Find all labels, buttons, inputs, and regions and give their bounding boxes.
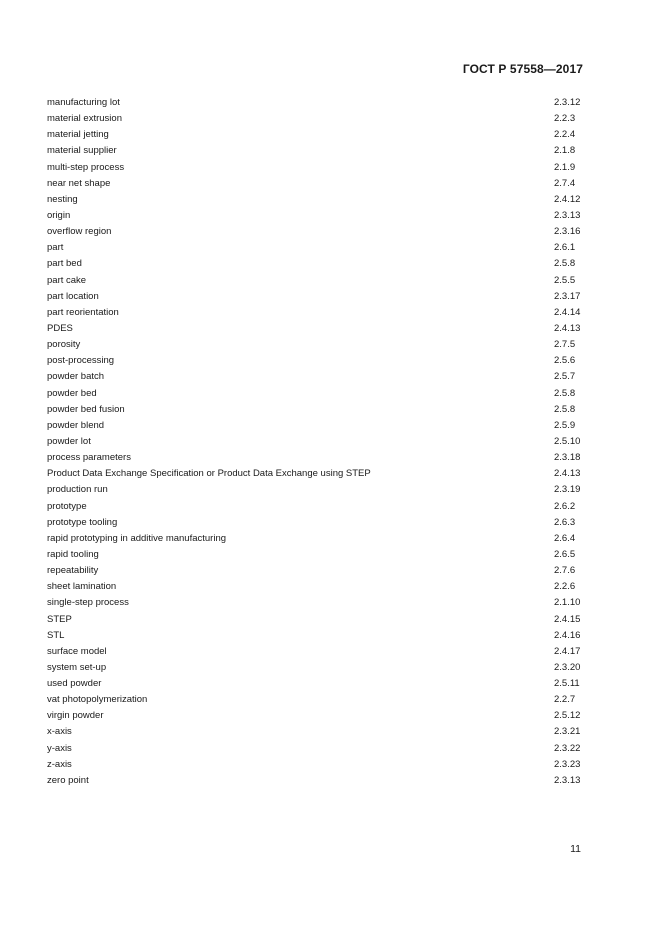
index-term: production run <box>47 484 108 496</box>
index-term: STL <box>47 629 65 641</box>
index-term: material supplier <box>47 145 117 157</box>
index-reference: 2.5.10 <box>554 435 581 447</box>
index-term: vat photopolymerization <box>47 694 148 706</box>
index-reference: 2.4.15 <box>554 613 581 625</box>
index-entry <box>47 482 584 498</box>
index-entry <box>47 127 584 143</box>
index-term: powder bed fusion <box>47 403 125 415</box>
index-reference: 2.1.10 <box>554 597 581 609</box>
index-reference: 2.3.20 <box>554 661 581 673</box>
index-reference: 2.2.7 <box>554 694 576 706</box>
index-entry <box>47 240 584 256</box>
index-entry <box>47 563 584 579</box>
index-entry <box>47 418 584 434</box>
index-reference: 2.4.16 <box>554 629 581 641</box>
index-reference: 2.5.8 <box>554 387 576 399</box>
page-number: 11 <box>570 843 581 855</box>
index-reference: 2.4.13 <box>554 468 581 480</box>
index-entry <box>47 402 584 418</box>
index-reference: 2.4.17 <box>554 645 581 657</box>
index-term: sheet lamination <box>47 581 117 593</box>
index-reference: 2.6.1 <box>554 242 576 254</box>
index-reference: 2.5.9 <box>554 419 576 431</box>
index-reference: 2.4.12 <box>554 193 581 205</box>
index-reference: 2.3.23 <box>554 758 581 770</box>
index-entry <box>47 224 584 240</box>
index-entry <box>47 531 584 547</box>
index-term: repeatability <box>47 565 99 577</box>
index-reference: 2.2.3 <box>554 113 576 125</box>
index-entry <box>47 724 584 740</box>
index-entry <box>47 273 584 289</box>
index-reference: 2.3.12 <box>554 97 581 108</box>
index-term: powder lot <box>47 435 91 447</box>
index-reference: 2.5.5 <box>554 274 576 286</box>
index-entry <box>47 499 584 515</box>
index-term: part <box>47 242 64 254</box>
index-entry <box>47 773 584 789</box>
index-entry <box>47 466 584 482</box>
index-entry <box>47 741 584 757</box>
index-reference: 2.5.7 <box>554 371 576 383</box>
index-entry <box>47 337 584 353</box>
index-reference: 2.5.8 <box>554 403 576 415</box>
index-term: multi-step process <box>47 161 125 173</box>
index-term: near net shape <box>47 177 111 189</box>
index-term: part location <box>47 290 99 302</box>
index-reference: 2.3.19 <box>554 484 581 496</box>
index-term: y-axis <box>47 742 72 754</box>
index-reference: 2.6.5 <box>554 548 576 560</box>
index-reference: 2.6.2 <box>554 500 576 512</box>
index-entry <box>47 515 584 531</box>
index-entry <box>47 676 584 692</box>
index-term: powder bed <box>47 387 97 399</box>
index-reference: 2.2.4 <box>554 129 576 141</box>
index-reference: 2.2.6 <box>554 581 576 593</box>
index-term: single-step process <box>47 597 129 609</box>
index-entry <box>47 628 584 644</box>
index-term: material jetting <box>47 129 109 141</box>
index-reference: 2.6.3 <box>554 516 576 528</box>
index-entry <box>47 579 584 595</box>
index-term: prototype tooling <box>47 516 118 528</box>
index-reference: 2.3.16 <box>554 226 581 238</box>
index-term: surface model <box>47 645 107 657</box>
index-term: rapid prototyping in additive manufacturing <box>47 532 227 544</box>
index-term: powder batch <box>47 371 105 383</box>
index-entry <box>47 434 584 450</box>
index-term: virgin powder <box>47 710 104 722</box>
index-entry <box>47 708 584 724</box>
index-reference: 2.3.13 <box>554 209 581 221</box>
index-reference: 2.7.4 <box>554 177 576 189</box>
index-term: origin <box>47 209 71 221</box>
index-term: z-axis <box>47 758 72 770</box>
index-reference: 2.4.14 <box>554 306 581 318</box>
index-reference: 2.3.22 <box>554 742 581 754</box>
index-entry <box>47 757 584 773</box>
index-entry <box>47 612 584 628</box>
index-reference: 2.3.13 <box>554 774 581 786</box>
index-entry <box>47 595 584 611</box>
index-term: STEP <box>47 613 72 625</box>
index-term: part reorientation <box>47 306 119 318</box>
index-entry <box>47 111 584 127</box>
index-entry <box>47 547 584 563</box>
index-entry <box>47 353 584 369</box>
index-term: prototype <box>47 500 87 512</box>
index-reference: 2.6.4 <box>554 532 576 544</box>
index-reference: 2.5.11 <box>554 678 580 690</box>
index-reference: 2.5.12 <box>554 710 581 722</box>
index-term: part bed <box>47 258 82 270</box>
index-term: PDES <box>47 322 73 334</box>
index-term: x-axis <box>47 726 72 738</box>
index-reference: 2.3.18 <box>554 452 581 464</box>
index-entry <box>47 660 584 676</box>
index-term: powder blend <box>47 419 105 431</box>
index-entry <box>47 143 584 159</box>
index-entry <box>47 305 584 321</box>
index-entry <box>47 208 584 224</box>
index-entry <box>47 289 584 305</box>
index-reference: 2.1.9 <box>554 161 576 173</box>
index-term: zero point <box>47 774 89 786</box>
index-entry <box>47 369 584 385</box>
index-term: post-processing <box>47 355 115 367</box>
index-entry <box>47 256 584 272</box>
index-reference: 2.5.6 <box>554 355 576 367</box>
index-entry <box>47 321 584 337</box>
standard-header: ГОСТ Р 57558—2017 <box>462 62 583 76</box>
index-reference: 2.7.5 <box>554 339 576 351</box>
index-term: system set-up <box>47 661 107 673</box>
index-entry <box>47 644 584 660</box>
index-term: part cake <box>47 274 87 286</box>
index-entry <box>47 386 584 402</box>
index-term: used powder <box>47 678 102 690</box>
term-index-list <box>47 95 584 789</box>
index-term: material extrusion <box>47 113 122 125</box>
index-entry <box>47 176 584 192</box>
index-term: manufacturing lot <box>47 97 120 108</box>
index-entry <box>47 95 584 111</box>
index-term: porosity <box>47 339 81 351</box>
index-term: nesting <box>47 193 78 205</box>
index-reference: 2.7.6 <box>554 565 576 577</box>
index-entry <box>47 692 584 708</box>
index-term: overflow region <box>47 226 112 238</box>
index-reference: 2.3.21 <box>554 726 581 738</box>
index-term: Product Data Exchange Specification or Product Data Exchange using STEP <box>47 468 371 480</box>
index-reference: 2.4.13 <box>554 322 581 334</box>
index-entry <box>47 160 584 176</box>
index-reference: 2.1.8 <box>554 145 576 157</box>
index-entry <box>47 192 584 208</box>
index-term: rapid tooling <box>47 548 99 560</box>
index-term: process parameters <box>47 452 131 464</box>
index-reference: 2.3.17 <box>554 290 581 302</box>
index-entry <box>47 450 584 466</box>
index-reference: 2.5.8 <box>554 258 576 270</box>
